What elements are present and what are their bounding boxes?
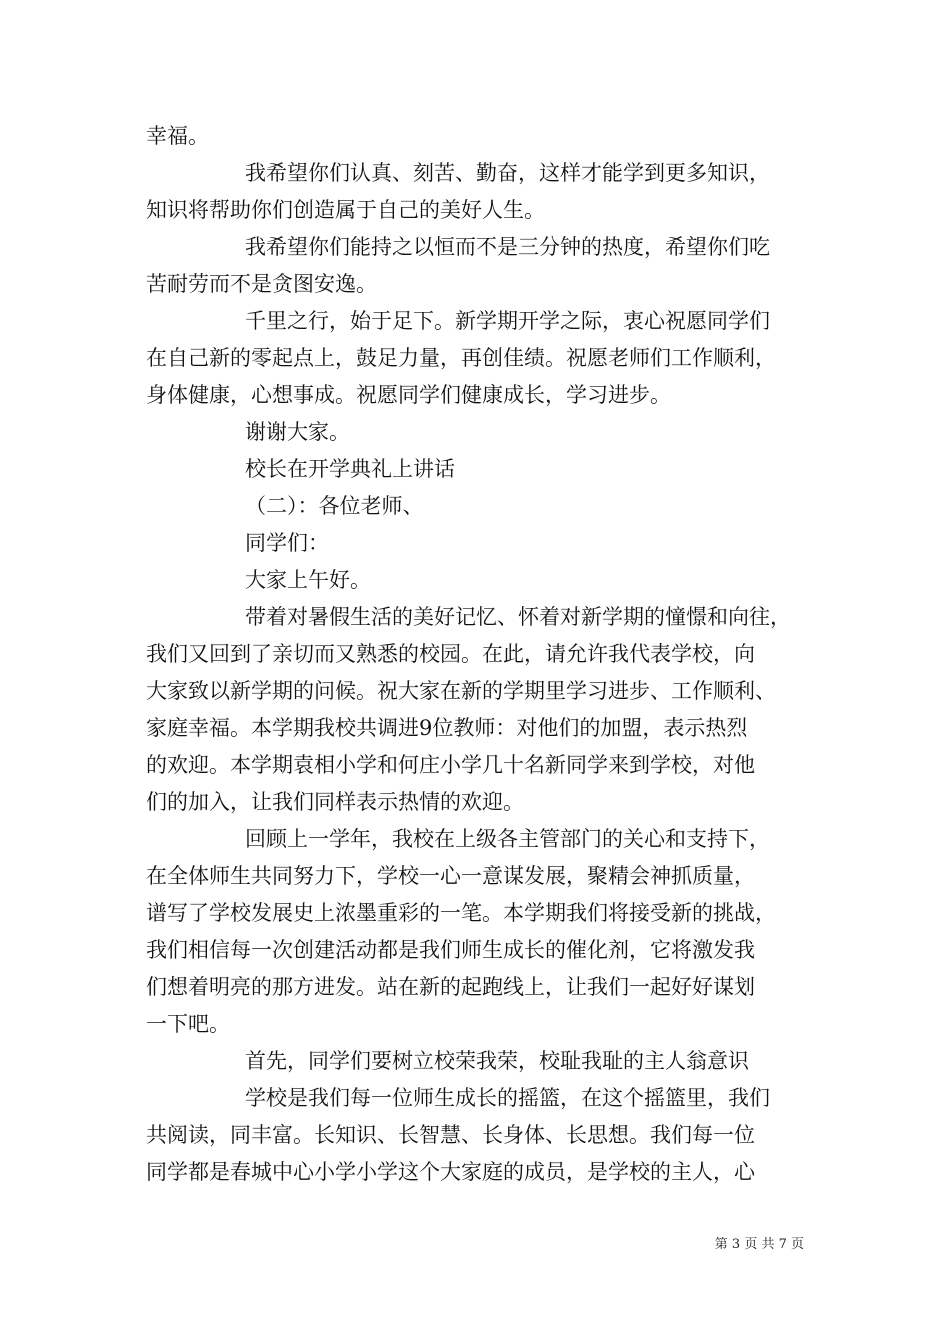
- text-line: 们想着明亮的那方进发。站在新的起跑线上，让我们一起好好谋划: [146, 975, 755, 999]
- text-line: 家庭幸福。本学期我校共调进9位教师：对他们的加盟，表示热烈: [146, 716, 748, 740]
- text-line: 身体健康，心想事成。祝愿同学们健康成长，学习进步。: [146, 383, 671, 407]
- text-line: 谱写了学校发展史上浓墨重彩的一笔。本学期我们将接受新的挑战，: [146, 901, 776, 925]
- text-line: 我希望你们能持之以恒而不是三分钟的热度，希望你们吃: [245, 235, 770, 259]
- text-line: 知识将帮助你们创造属于自己的美好人生。: [146, 198, 545, 222]
- text-line: 苦耐劳而不是贪图安逸。: [146, 272, 377, 296]
- text-line: 大家致以新学期的问候。祝大家在新的学期里学习进步、工作顺利、: [146, 679, 776, 703]
- text-line: 共阅读，同丰富。长知识、长智慧、长身体、长思想。我们每一位: [146, 1123, 755, 1147]
- text-line: 一下吧。: [146, 1012, 230, 1036]
- text-line: 我希望你们认真、刻苦、勤奋，这样才能学到更多知识，: [245, 161, 770, 185]
- text-line: 校长在开学典礼上讲话: [245, 457, 455, 481]
- page-number-footer: 第 3 页 共 7 页: [714, 1237, 804, 1252]
- text-line: 们的加入，让我们同样表示热情的欢迎。: [146, 790, 524, 814]
- text-line: 大家上午好。: [245, 568, 371, 592]
- text-line: （二）：各位老师、: [245, 494, 424, 518]
- document-body: [146, 118, 816, 1191]
- text-line: 幸福。: [146, 124, 209, 148]
- text-line: 在全体师生共同努力下，学校一心一意谋发展，聚精会神抓质量，: [146, 864, 755, 888]
- text-line: 同学都是春城中心小学小学这个大家庭的成员，是学校的主人，心: [146, 1160, 755, 1184]
- text-line: 学校是我们每一位师生成长的摇篮，在这个摇篮里，我们: [245, 1086, 770, 1110]
- text-line: 谢谢大家。: [245, 420, 350, 444]
- text-line: 在自己新的零起点上，鼓足力量，再创佳绩。祝愿老师们工作顺利，: [146, 346, 776, 370]
- text-line: 带着对暑假生活的美好记忆、怀着对新学期的憧憬和向往，: [245, 605, 791, 629]
- text-line: 首先，同学们要树立校荣我荣，校耻我耻的主人翁意识: [245, 1049, 749, 1073]
- text-line: 我们相信每一次创建活动都是我们师生成长的催化剂，它将激发我: [146, 938, 755, 962]
- text-line: 的欢迎。本学期袁相小学和何庄小学几十名新同学来到学校，对他: [146, 753, 755, 777]
- text-line: 回顾上一学年，我校在上级各主管部门的关心和支持下，: [245, 827, 770, 851]
- text-line: 同学们：: [245, 531, 329, 555]
- text-line: 我们又回到了亲切而又熟悉的校园。在此，请允许我代表学校，向: [146, 642, 755, 666]
- text-line: 千里之行，始于足下。新学期开学之际，衷心祝愿同学们: [245, 309, 770, 333]
